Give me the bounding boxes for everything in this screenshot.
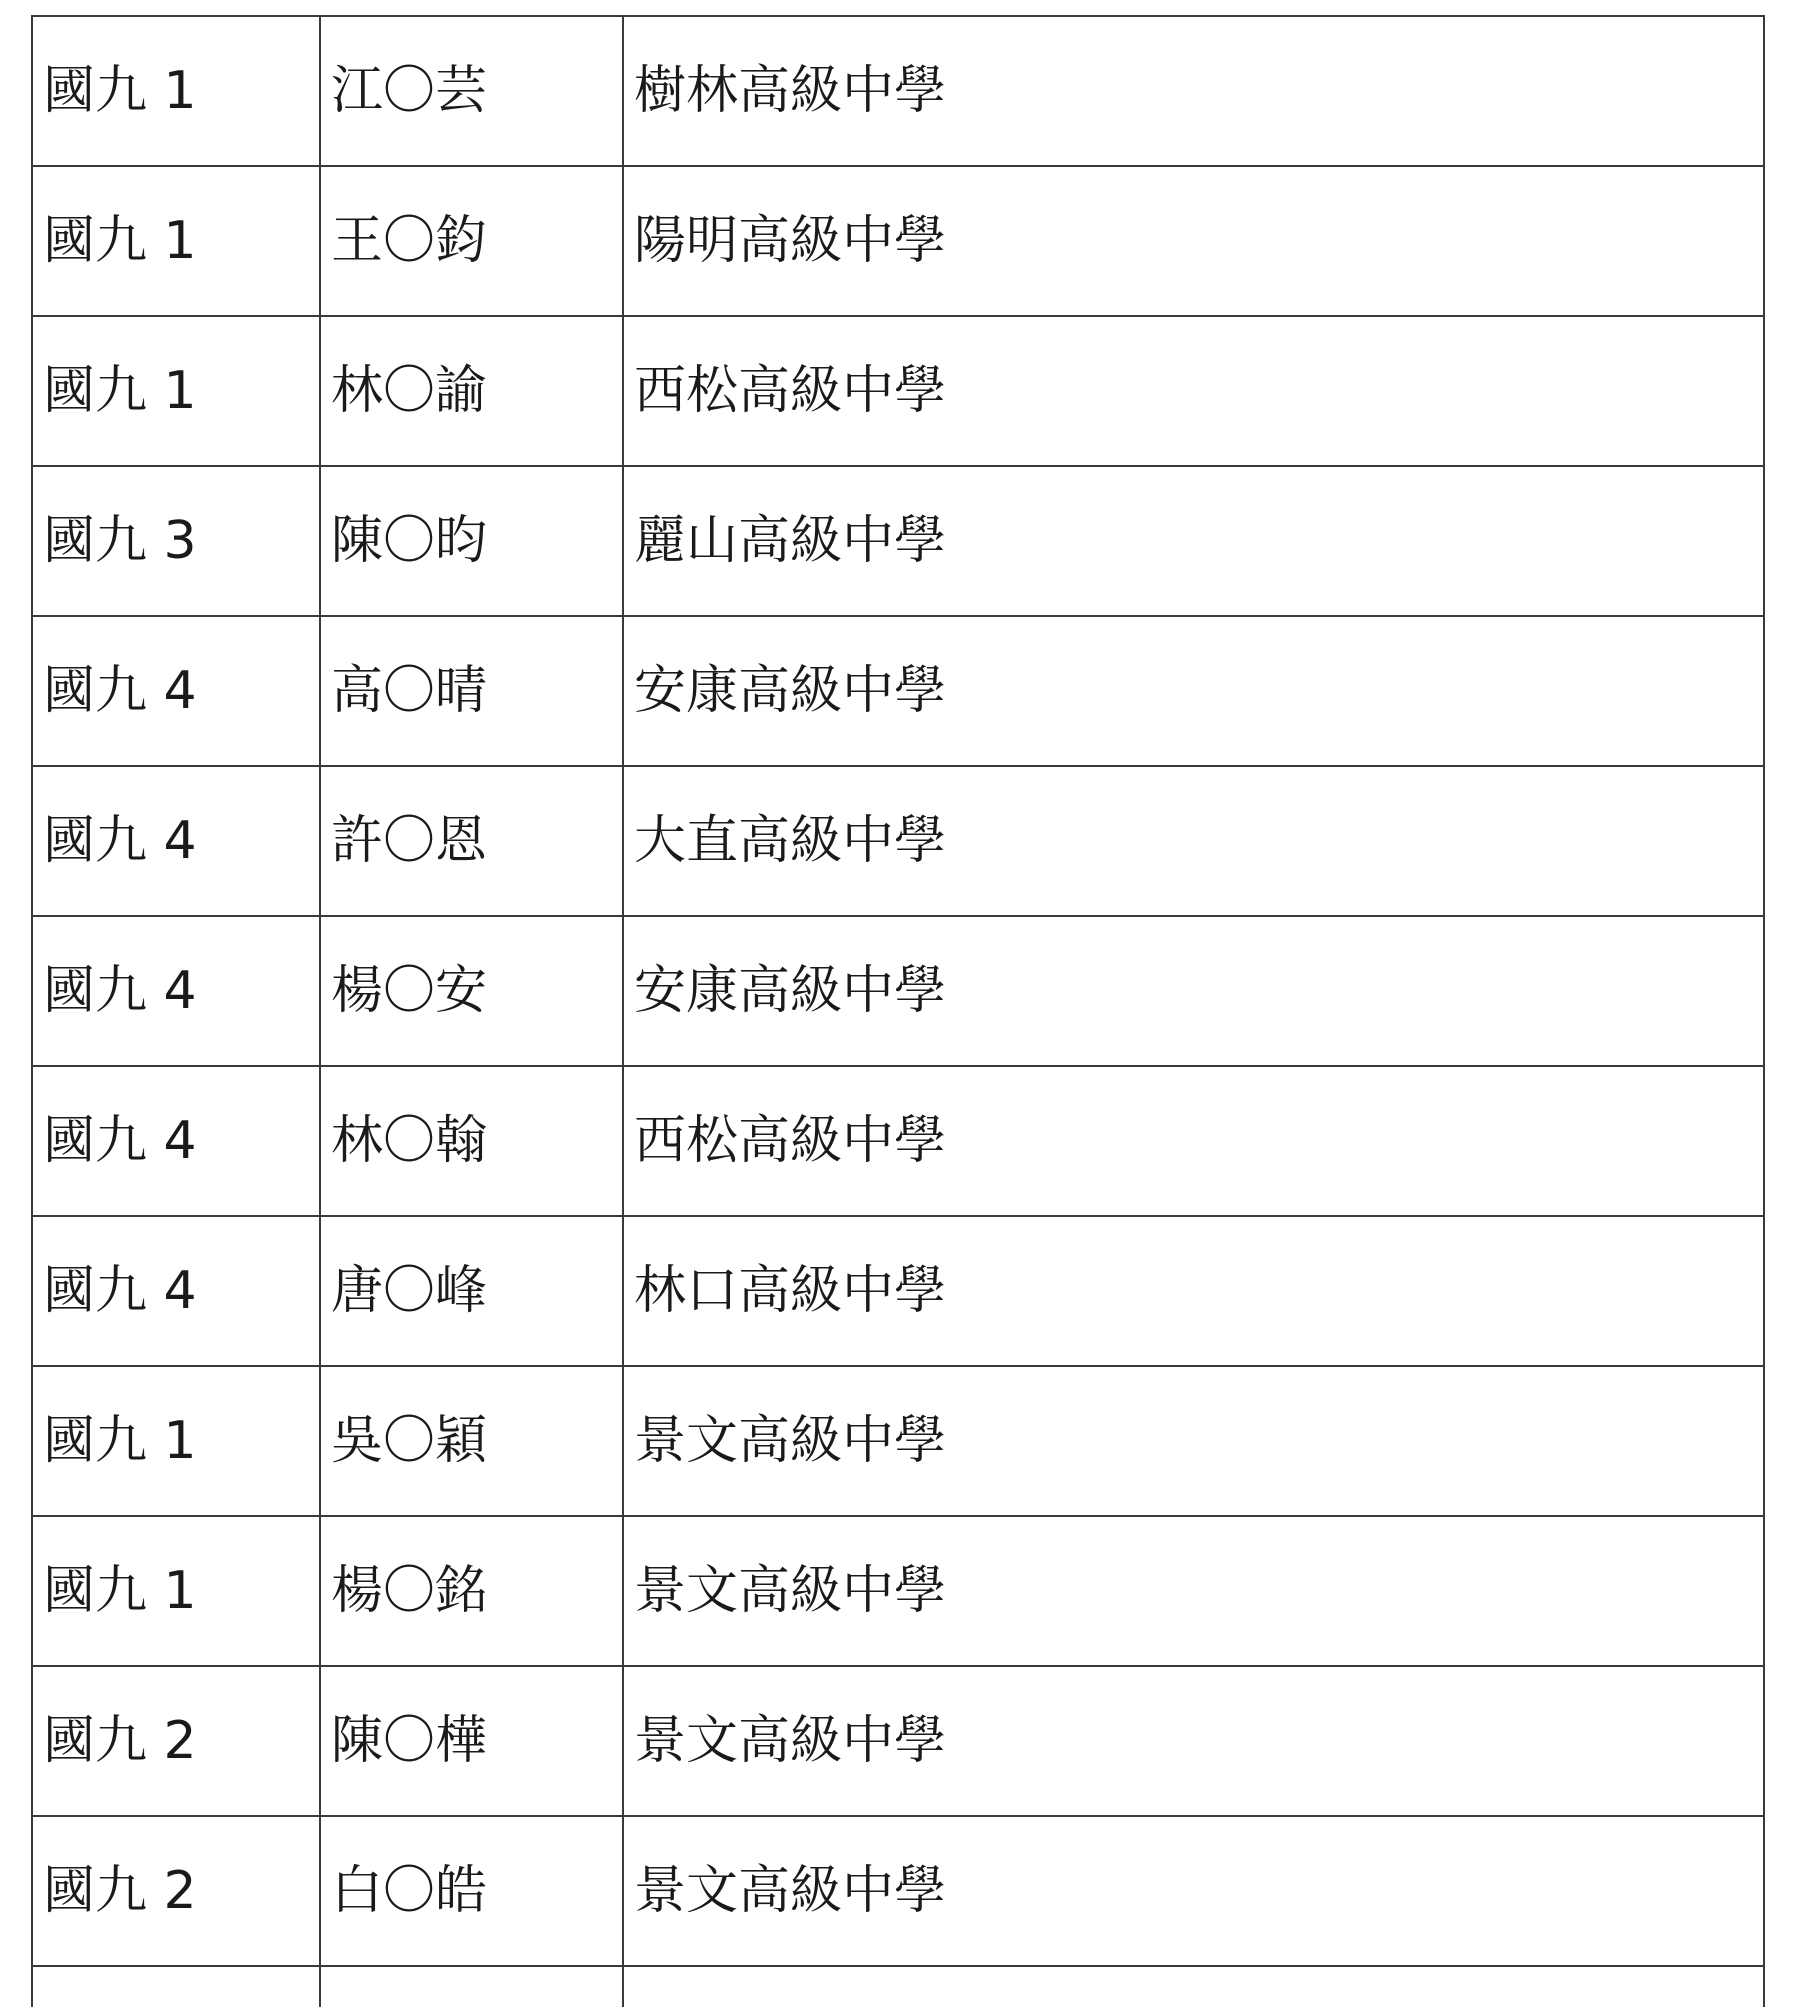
student-name-cell: 高〇晴 — [320, 616, 623, 766]
student-name-cell: 唐〇峰 — [320, 1216, 623, 1366]
class-cell: 國九 3 — [32, 466, 320, 616]
class-cell: 國九 1 — [32, 16, 320, 166]
student-name-cell: 楊〇銘 — [320, 1516, 623, 1666]
class-cell: 國九 4 — [32, 766, 320, 916]
table-row — [32, 1216, 1764, 1366]
student-name-cell: 林〇翰 — [320, 1066, 623, 1216]
roster-sheet — [31, 15, 1763, 2007]
school-cell: 麗山高級中學 — [623, 466, 1764, 616]
student-name-cell: 江〇芸 — [320, 16, 623, 166]
table-row — [32, 766, 1764, 916]
student-name-cell: 林〇諭 — [320, 316, 623, 466]
roster-body — [32, 16, 1764, 2007]
student-name-cell: 楊〇安 — [320, 916, 623, 1066]
school-cell: 景文高級中學 — [623, 1816, 1764, 1966]
class-cell: 國九 1 — [32, 1516, 320, 1666]
class-cell: 國九 4 — [32, 1066, 320, 1216]
school-cell: 西松高級中學 — [623, 316, 1764, 466]
class-cell: 國九 1 — [32, 316, 320, 466]
student-name-cell: 吳〇穎 — [320, 1366, 623, 1516]
school-cell: 景文高級中學 — [623, 1666, 1764, 1816]
table-row — [32, 1816, 1764, 1966]
class-cell: 國九 4 — [32, 616, 320, 766]
table-row — [32, 466, 1764, 616]
class-cell: 國九 1 — [32, 1366, 320, 1516]
school-cell: 陽明高級中學 — [623, 166, 1764, 316]
student-name-cell: 陳〇昀 — [320, 466, 623, 616]
table-row — [32, 1666, 1764, 1816]
roster-table — [31, 15, 1765, 2007]
table-row — [32, 166, 1764, 316]
school-cell: 景文高級中學 — [623, 1516, 1764, 1666]
class-cell: 國九 4 — [32, 1216, 320, 1366]
school-cell: 大直高級中學 — [623, 766, 1764, 916]
table-row — [32, 16, 1764, 166]
table-row — [32, 316, 1764, 466]
school-cell: 安康高級中學 — [623, 616, 1764, 766]
class-cell: 國九 4 — [32, 916, 320, 1066]
table-row — [32, 1366, 1764, 1516]
student-name-cell: 許〇恩 — [320, 766, 623, 916]
school-cell: 景文高級中學 — [623, 1366, 1764, 1516]
student-name-cell: 陳〇樺 — [320, 1666, 623, 1816]
class-cell: 國九 1 — [32, 166, 320, 316]
school-cell: 西松高級中學 — [623, 1066, 1764, 1216]
school-cell: 林口高級中學 — [623, 1216, 1764, 1366]
student-name-cell: 白〇皓 — [320, 1816, 623, 1966]
class-cell: 國九 2 — [32, 1666, 320, 1816]
student-name-cell: 王〇鈞 — [320, 166, 623, 316]
table-row — [32, 1516, 1764, 1666]
table-row — [32, 616, 1764, 766]
table-row — [32, 1066, 1764, 1216]
school-cell: 安康高級中學 — [623, 916, 1764, 1066]
table-row — [32, 916, 1764, 1066]
school-cell: 樹林高級中學 — [623, 16, 1764, 166]
class-cell: 國九 2 — [32, 1816, 320, 1966]
